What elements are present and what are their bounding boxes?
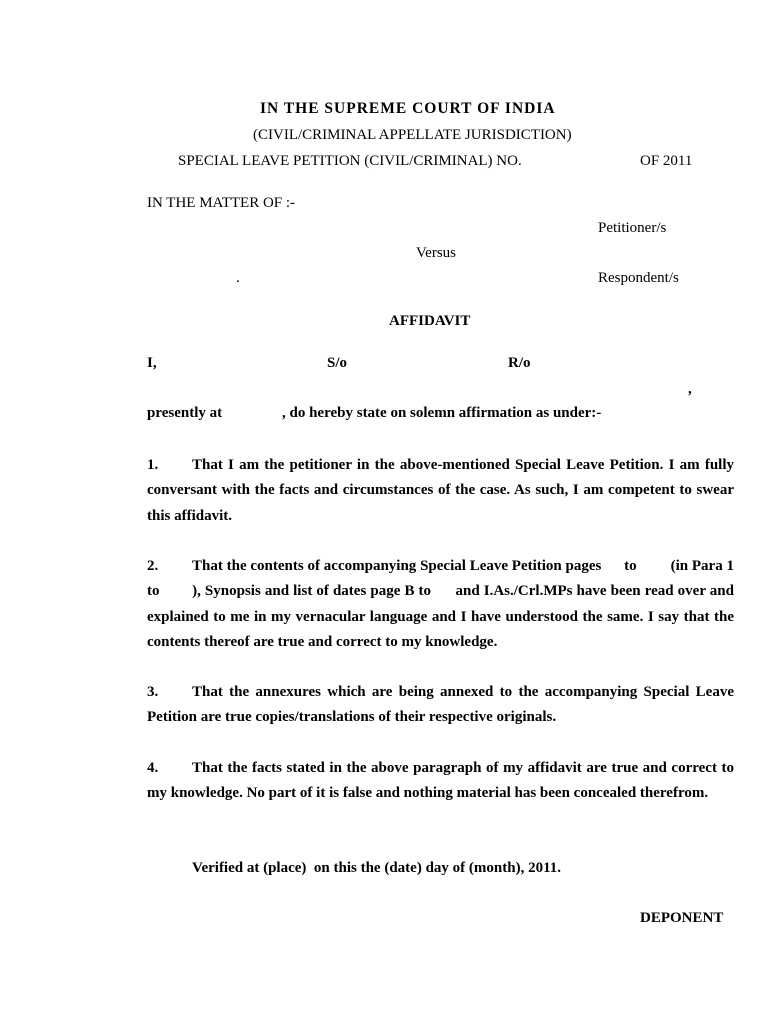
paragraph-number: 2.: [147, 558, 159, 574]
paragraph-1: [147, 453, 734, 529]
deponent-signature-label: DEPONENT: [640, 910, 724, 926]
verification-line: Verified at (place) on this the (date) day of (month), 2011.: [192, 860, 562, 876]
paragraph-text: That I am the petitioner in the above-mentioned Special Leave Petition. I am fully conversant with the facts and circumstances of the case. As such, I am competent to swear this affidavit.: [147, 457, 734, 524]
petition-number-label: SPECIAL LEAVE PETITION (CIVIL/CRIMINAL) NO.: [178, 153, 522, 169]
jurisdiction: (CIVIL/CRIMINAL APPELLATE JURISDICTION): [253, 127, 572, 143]
petitioner-label: Petitioner/s: [598, 220, 667, 236]
paragraph-text: That the contents of accompanying Special Leave Petition pages to (in Para 1 to ), Synopsis and list of dates page B to and I.As./Crl.MPs have been read over and explained to me in my vernacular language and I have understood the same. I say that the contents thereof are true and correct to my knowledge.: [147, 558, 738, 650]
paragraph-text: That the annexures which are being annexed to the accompanying Special Leave Petition are true copies/translations of their respective originals.: [147, 684, 734, 726]
court-title: IN THE SUPREME COURT OF INDIA: [260, 100, 556, 117]
respondent-label: Respondent/s: [598, 270, 679, 286]
versus-label: Versus: [416, 245, 456, 261]
paragraph-number: 3.: [147, 684, 159, 700]
affidavit-heading: AFFIDAVIT: [389, 313, 471, 329]
address-comma: ,: [688, 381, 692, 397]
paragraph-4: [147, 756, 734, 807]
deponent-i: I,: [147, 355, 157, 371]
resident-of-label: R/o: [508, 355, 531, 371]
respondent-placeholder-dot: .: [236, 270, 240, 286]
paragraph-2: [147, 554, 738, 655]
solemn-affirmation-text: , do hereby state on solemn affirmation as under:-: [282, 405, 602, 421]
petition-year: OF 2011: [640, 153, 693, 169]
paragraph-number: 4.: [147, 760, 159, 776]
in-the-matter-of: IN THE MATTER OF :-: [147, 195, 296, 211]
paragraph-text: That the facts stated in the above paragraph of my affidavit are true and correct to my knowledge. No part of it is false and nothing material has been concealed therefrom.: [147, 760, 734, 802]
paragraph-3: [147, 680, 734, 731]
son-of-label: S/o: [327, 355, 348, 371]
paragraph-number: 1.: [147, 457, 159, 473]
presently-at-label: presently at: [147, 405, 223, 421]
